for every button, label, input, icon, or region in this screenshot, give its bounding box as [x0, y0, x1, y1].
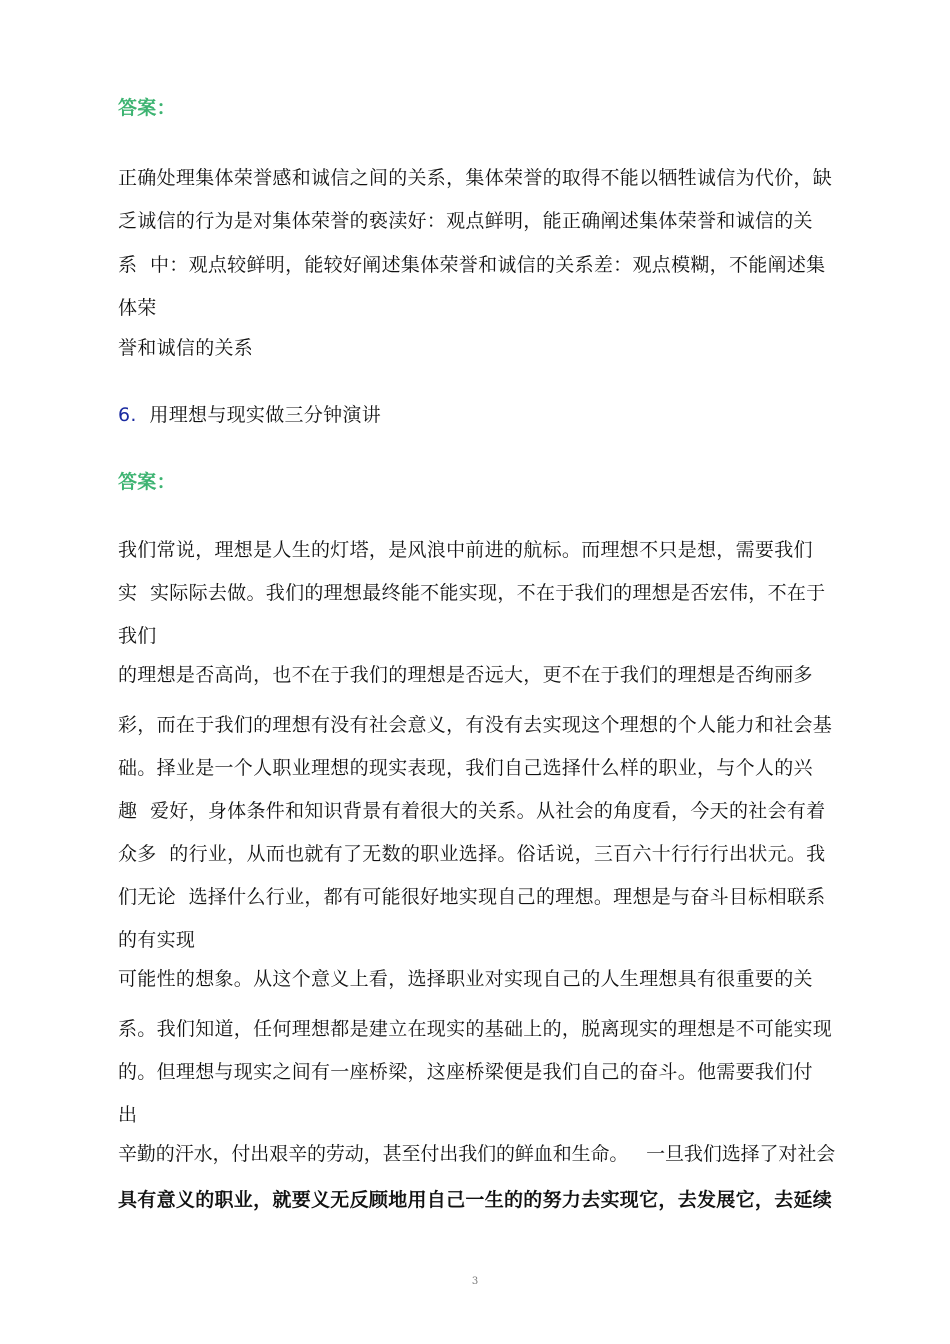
paragraph-line: 体荣 — [118, 297, 157, 319]
paragraph-line: 的。但理想与现实之间有一座桥梁，这座桥梁便是我们自己的奋斗。他需要我们付 — [118, 1061, 813, 1083]
paragraph-line: 彩，而在于我们的理想有没有社会意义，有没有去实现这个理想的个人能力和社会基 — [118, 714, 833, 736]
paragraph-line: 系。我们知道，任何理想都是建立在现实的基础上的，脱离现实的理想是不可能实现 — [118, 1018, 833, 1040]
paragraph-line: 众多 的行业，从而也就有了无数的职业选择。俗话说，三百六十行行行出状元。我 — [118, 843, 826, 865]
question-text: 用理想与现实做三分钟演讲 — [149, 404, 382, 426]
answer-label: 答案： — [118, 97, 176, 119]
question-number: 6. — [118, 404, 137, 426]
paragraph-line: 的理想是否高尚，也不在于我们的理想是否远大，更不在于我们的理想是否绚丽多 — [118, 664, 813, 686]
answer-label: 答案： — [118, 471, 176, 493]
paragraph-line: 础。择业是一个人职业理想的现实表现，我们自己选择什么样的职业，与个人的兴 — [118, 757, 813, 779]
paragraph-line: 们无论 选择什么行业，都有可能很好地实现自己的理想。理想是与奋斗目标相联系 — [118, 886, 826, 908]
paragraph-line: 趣 爱好，身体条件和知识背景有着很大的关系。从社会的角度看，今天的社会有着 — [118, 800, 826, 822]
paragraph-line: 的有实现 — [118, 929, 196, 951]
paragraph-line: 我们常说，理想是人生的灯塔，是风浪中前进的航标。而理想不只是想，需要我们 — [118, 539, 813, 561]
paragraph-line: 可能性的想象。从这个意义上看，选择职业对实现自己的人生理想具有很重要的关 — [118, 968, 813, 990]
bold-paragraph-line: 具有意义的职业，就要义无反顾地用自己一生的的努力去实现它，去发展它，去延续 — [118, 1189, 833, 1211]
paragraph-line: 辛勤的汗水，付出艰辛的劳动，甚至付出我们的鲜血和生命。 一旦我们选择了对社会 — [118, 1143, 836, 1165]
paragraph-line: 正确处理集体荣誉感和诚信之间的关系，集体荣誉的取得不能以牺牲诚信为代价，缺 — [118, 167, 833, 189]
page-number: 3 — [471, 1276, 479, 1287]
paragraph-line: 誉和诚信的关系 — [118, 337, 254, 359]
paragraph-line: 乏诚信的行为是对集体荣誉的亵渎好：观点鲜明，能正确阐述集体荣誉和诚信的关 — [118, 210, 813, 232]
paragraph-line: 系 中：观点较鲜明，能较好阐述集体荣誉和诚信的关系差：观点模糊，不能阐述集 — [118, 254, 826, 276]
question-6 — [118, 403, 381, 427]
paragraph-line: 我们 — [118, 625, 157, 647]
paragraph-line: 出 — [118, 1104, 138, 1126]
paragraph-line: 实 实际际去做。我们的理想最终能不能实现，不在于我们的理想是否宏伟，不在于 — [118, 582, 826, 604]
